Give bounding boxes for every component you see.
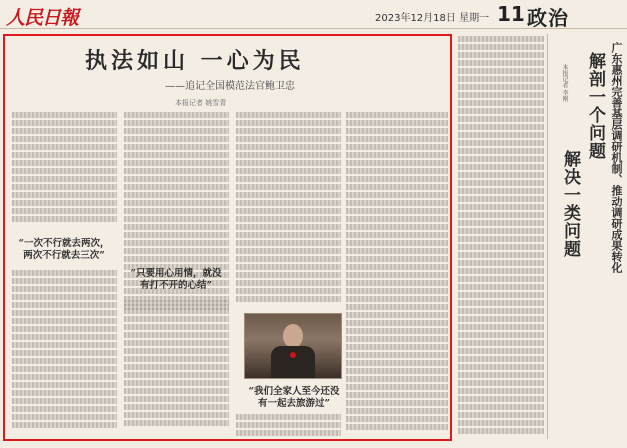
side-article-byline: 本报记者 李刚 (561, 64, 568, 102)
text-column-1 (12, 112, 117, 232)
text-column-2b (124, 300, 229, 438)
side-article-title-line2: 解决一类问题 (560, 150, 580, 258)
newspaper-logo: 人民日報 (6, 7, 79, 29)
article-subhead-1: “一次不行就去两次，两次不行就去三次” (18, 238, 110, 261)
article-headline: 执法如山 一心为民 (85, 48, 305, 74)
text-column-3 (236, 112, 341, 307)
article-subhead-3: “我们全家人至今还没有一起去旅游过” (248, 386, 340, 409)
column-divider (547, 34, 548, 439)
article-byline: 本报记者 姚雪青 (175, 99, 227, 107)
page-number: 11 (497, 2, 525, 26)
text-column-1b (12, 270, 117, 438)
section-title: 政治 (527, 6, 569, 30)
text-column-3b (236, 414, 341, 438)
text-column-4 (346, 112, 448, 437)
side-text-column (458, 36, 544, 436)
side-article-title-line1: 解剖一个问题 (585, 52, 605, 160)
article-subhead-2: “只要用心用情，就没有打不开的心结” (130, 268, 222, 291)
masthead (0, 0, 627, 29)
article-subtitle: ——追记全国模范法官鲍卫忠 (165, 81, 295, 92)
issue-date: 2023年12月18日 星期一 (375, 13, 490, 24)
portrait-photo (244, 313, 342, 379)
side-article-kicker: 广东惠州完善基层调研机制、推动调研成果转化 (610, 42, 623, 273)
